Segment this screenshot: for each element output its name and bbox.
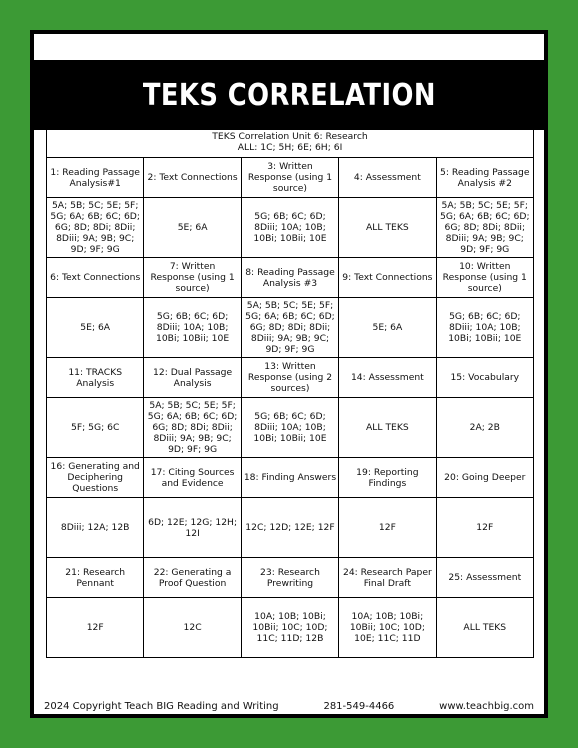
standards-row (47, 498, 534, 558)
standards-cell: 12F (339, 498, 436, 558)
lesson-title-cell: 22: Generating a Proof Question (144, 558, 241, 598)
footer-copyright: 2024 Copyright Teach BIG Reading and Writing (44, 700, 279, 712)
lesson-title-cell: 7: Written Response (using 1 source) (144, 258, 241, 298)
table-body (47, 126, 534, 658)
table-header-row (47, 126, 534, 158)
standards-row (47, 398, 534, 458)
unit-all-standards: ALL: 1C; 5H; 6E; 6H; 6I (237, 141, 343, 153)
lesson-title-cell: 21: Research Pennant (47, 558, 144, 598)
lesson-title-cell: 16: Generating and Deciphering Questions (47, 458, 144, 498)
lesson-title-cell: 15: Vocabulary (436, 358, 533, 398)
title-banner (34, 60, 544, 130)
lesson-row (47, 258, 534, 298)
standards-cell: 12C; 12D; 12E; 12F (241, 498, 338, 558)
document-sheet (34, 34, 544, 714)
lesson-title-cell: 6: Text Connections (47, 258, 144, 298)
standards-cell: 12F (436, 498, 533, 558)
lesson-title-cell: 1: Reading Passage Analysis#1 (47, 158, 144, 198)
lesson-title-cell: 18: Finding Answers (241, 458, 338, 498)
footer-phone: 281-549-4466 (323, 700, 395, 712)
standards-cell: 5E; 6A (144, 198, 241, 258)
standards-cell: 5E; 6A (339, 298, 436, 358)
standards-cell: 8Diii; 12A; 12B (47, 498, 144, 558)
standards-cell: 5A; 5B; 5C; 5E; 5F; 5G; 6A; 6B; 6C; 6D; 6G; 8D; 8Di; 8Dii; 8Diii; 9A; 9B; 9C; 9D; 9F; 9G (47, 198, 144, 258)
standards-cell: 5E; 6A (47, 298, 144, 358)
lesson-title-cell: 11: TRACKS Analysis (47, 358, 144, 398)
lesson-title-cell: 5: Reading Passage Analysis #2 (436, 158, 533, 198)
lesson-title-cell: 14: Assessment (339, 358, 436, 398)
standards-cell: 12C (144, 598, 241, 658)
lesson-row (47, 458, 534, 498)
lesson-title-cell: 25: Assessment (436, 558, 533, 598)
standards-cell: 5G; 6B; 6C; 6D; 8Diii; 10A; 10B; 10Bi; 10Bii; 10E (436, 298, 533, 358)
lesson-row (47, 158, 534, 198)
lesson-title-cell: 12: Dual Passage Analysis (144, 358, 241, 398)
footer (34, 698, 544, 714)
page-title: TEKS CORRELATION (142, 77, 436, 113)
lesson-title-cell: 4: Assessment (339, 158, 436, 198)
lesson-title-cell: 13: Written Response (using 2 sources) (241, 358, 338, 398)
standards-cell: 5F; 5G; 6C (47, 398, 144, 458)
lesson-row (47, 558, 534, 598)
standards-cell: 5A; 5B; 5C; 5E; 5F; 5G; 6A; 6B; 6C; 6D; 6G; 8D; 8Di; 8Dii; 8Diii; 9A; 9B; 9C; 9D; 9F; 9G (241, 298, 338, 358)
lesson-title-cell: 24: Research Paper Final Draft (339, 558, 436, 598)
standards-cell: ALL TEKS (339, 198, 436, 258)
lesson-title-cell: 23: Research Prewriting (241, 558, 338, 598)
standards-row (47, 298, 534, 358)
standards-cell: 5G; 6B; 6C; 6D; 8Diii; 10A; 10B; 10Bi; 10Bii; 10E (241, 398, 338, 458)
standards-cell: 10A; 10B; 10Bi; 10Bii; 10C; 10D; 10E; 11C; 11D (339, 598, 436, 658)
lesson-title-cell: 10: Written Response (using 1 source) (436, 258, 533, 298)
lesson-title-cell: 20: Going Deeper (436, 458, 533, 498)
lesson-row (47, 358, 534, 398)
teks-correlation-table (46, 125, 534, 658)
lesson-title-cell: 19: Reporting Findings (339, 458, 436, 498)
table-header-cell (47, 126, 534, 158)
standards-cell: 12F (47, 598, 144, 658)
page-border (30, 30, 548, 718)
unit-title: TEKS Correlation Unit 6: Research (212, 130, 368, 142)
standards-cell: 5G; 6B; 6C; 6D; 8Diii; 10A; 10B; 10Bi; 10Bii; 10E (144, 298, 241, 358)
standards-row (47, 198, 534, 258)
standards-cell: 5A; 5B; 5C; 5E; 5F; 5G; 6A; 6B; 6C; 6D; 6G; 8D; 8Di; 8Dii; 8Diii; 9A; 9B; 9C; 9D; 9F; 9G (436, 198, 533, 258)
lesson-title-cell: 2: Text Connections (144, 158, 241, 198)
standards-cell: 2A; 2B (436, 398, 533, 458)
standards-cell: 5G; 6B; 6C; 6D; 8Diii; 10A; 10B; 10Bi; 10Bii; 10E (241, 198, 338, 258)
lesson-title-cell: 8: Reading Passage Analysis #3 (241, 258, 338, 298)
standards-row (47, 598, 534, 658)
lesson-title-cell: 9: Text Connections (339, 258, 436, 298)
lesson-title-cell: 17: Citing Sources and Evidence (144, 458, 241, 498)
standards-cell: 6D; 12E; 12G; 12H; 12I (144, 498, 241, 558)
lesson-title-cell: 3: Written Response (using 1 source) (241, 158, 338, 198)
standards-cell: ALL TEKS (339, 398, 436, 458)
standards-cell: 10A; 10B; 10Bi; 10Bii; 10C; 10D; 11C; 11D; 12B (241, 598, 338, 658)
standards-cell: 5A; 5B; 5C; 5E; 5F; 5G; 6A; 6B; 6C; 6D; 6G; 8D; 8Di; 8Dii; 8Diii; 9A; 9B; 9C; 9D; 9F; 9G (144, 398, 241, 458)
standards-cell: ALL TEKS (436, 598, 533, 658)
footer-website: www.teachbig.com (439, 700, 534, 712)
